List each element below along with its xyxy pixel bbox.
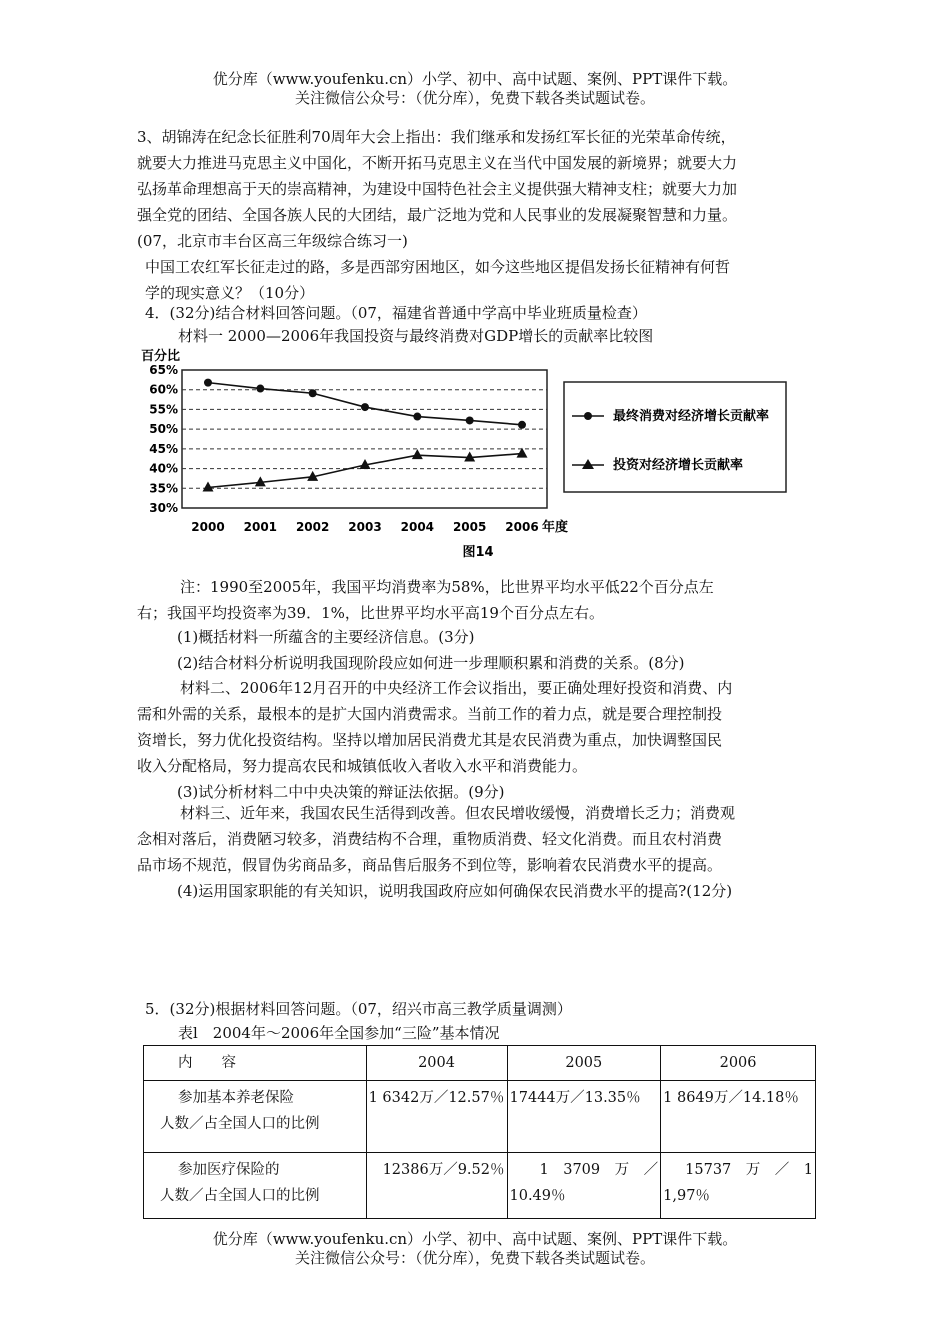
legend-circle-marker: [584, 412, 592, 420]
material-2-line: 需和外需的关系，最根本的是扩大国内消费需求。当前工作的着力点，就是要合理控制投: [137, 705, 723, 723]
sub-question-4: (4)运用国家职能的有关知识，说明我国政府应如何确保农民消费水平的提高?(12分): [177, 882, 733, 900]
material-1-caption: 材料一 2000—2006年我国投资与最终消费对GDP增长的贡献率比较图: [178, 327, 654, 345]
point-consumption: [413, 413, 421, 421]
plot-frame: [182, 370, 547, 508]
q4-title: 4．(32分)结合材料回答问题。（07，福建省普通中学高中毕业班质量检查）: [145, 304, 647, 322]
table-row-label: [144, 1153, 367, 1219]
x-tick-label: 2002: [295, 520, 330, 534]
question-3-text: [137, 124, 817, 254]
cell-line: 1 6342万／12.57％: [368, 1090, 505, 1106]
table-cell: [661, 1153, 816, 1219]
material-2-line: 材料二、2006年12月召开的中央经济工作会议指出，要正确处理好投资和消费、内: [180, 679, 733, 697]
y-tick-label: 55%: [149, 402, 178, 417]
contribution-chart: [138, 338, 788, 568]
footer-line-1: 优分库（www.youfenku.cn）小学、初中、高中试题、案例、PPT课件下载。: [212, 1230, 738, 1248]
y-tick-label: 40%: [149, 461, 178, 476]
question-3-prompt: [145, 254, 825, 306]
footer-line-2: 关注微信公众号：（优分库），免费下载各类试题试卷。: [294, 1249, 655, 1267]
q4-subquestions-1-2: [137, 624, 817, 676]
material-1-note: [137, 574, 817, 626]
label-line: 参加医疗保险的: [178, 1162, 280, 1178]
q3-prompt-line: 中国工农红军长征走过的路，多是西部穷困地区，如今这些地区提倡发扬长征精神有何哲: [145, 258, 731, 276]
table-cell: [366, 1081, 507, 1153]
point-consumption: [204, 379, 212, 387]
y-tick-label: 65%: [149, 363, 178, 377]
x-tick-label: 2000: [191, 520, 225, 534]
table-row: [144, 1081, 816, 1153]
x-tick-label: 2004: [400, 520, 435, 534]
label-line: 参加基本养老保险: [178, 1090, 294, 1106]
material-3: [137, 800, 817, 904]
x-tick-labels: [191, 520, 538, 534]
cell-line: 10.49％: [509, 1188, 566, 1204]
table-caption: 表l 2004年～2006年全国参加“三险”基本情况: [178, 1024, 500, 1042]
x-axis-label: 年度: [542, 520, 569, 535]
material-2-line: 资增长，努力优化投资结构。坚持以增加居民消费尤其是农民消费为重点，加快调整国民: [137, 731, 723, 749]
figure-label: 图14: [462, 545, 494, 560]
question-5-title: [145, 996, 825, 1022]
note-line: 注：1990至2005年，我国平均消费率为58%，比世界平均水平低22个百分点左: [180, 578, 714, 596]
y-tick-label: 60%: [149, 382, 178, 397]
point-consumption: [518, 421, 526, 429]
q3-source: (07，北京市丰台区高三年级综合练习一): [137, 232, 408, 250]
cell-line: 1 3709 万 ／: [539, 1162, 659, 1178]
insurance-table: [143, 1045, 816, 1219]
table-cell: [661, 1081, 816, 1153]
material-3-line: 材料三、近年来，我国农民生活得到改善。但农民增收缓慢，消费增长乏力；消费观: [180, 804, 736, 822]
point-investment: [412, 449, 423, 459]
y-tick-label: 35%: [149, 481, 178, 496]
table-cell: [507, 1153, 661, 1219]
line-chart: [138, 338, 788, 568]
table-cell: [507, 1081, 661, 1153]
sub-question-3: (3)试分析材料二中中央决策的辩证法依据。(9分): [177, 783, 505, 801]
y-tick-label: 50%: [149, 422, 178, 437]
q3-line: 3、胡锦涛在纪念长征胜利70周年大会上指出：我们继承和发扬红军长征的光荣革命传统，: [137, 128, 736, 146]
cell-line: 1,97％: [663, 1188, 710, 1204]
point-consumption: [466, 416, 474, 424]
material-3-line: 念相对落后，消费陋习较多，消费结构不合理，重物质消费、轻文化消费。而且农村消费: [137, 830, 723, 848]
x-tick-label: 2003: [348, 520, 382, 534]
legend-label-investment: 投资对经济增长贡献率: [613, 458, 744, 473]
note-line: 右；我国平均投资率为39．1%，比世界平均水平高19个百分点左右。: [137, 604, 604, 622]
y-tick-label: 30%: [149, 501, 178, 515]
cell-line: 17444万／13.35％: [509, 1090, 641, 1106]
series-group: [203, 379, 528, 492]
material-3-line: 品市场不规范，假冒伪劣商品多，商品售后服务不到位等，影响着农民消费水平的提高。: [137, 856, 723, 874]
table-row-label: [144, 1081, 367, 1153]
q3-prompt-line: 学的现实意义？（10分）: [145, 284, 315, 302]
series-line-investment: [208, 454, 522, 488]
table-header-cell: 2006: [661, 1046, 816, 1081]
table-header-cell: 2004: [366, 1046, 507, 1081]
point-consumption: [361, 403, 369, 411]
y-tick-label: 45%: [149, 441, 178, 456]
cell-line: 15737 万 ／ 1: [685, 1162, 813, 1178]
legend-box: [564, 382, 786, 492]
point-consumption: [309, 389, 317, 397]
y-tick-labels: [149, 363, 178, 515]
table-row: [144, 1153, 816, 1219]
header-line-1: 优分库（www.youfenku.cn）小学、初中、高中试题、案例、PPT课件下载。: [212, 70, 738, 88]
question-4-title: [145, 300, 825, 326]
table-cell: [366, 1153, 507, 1219]
q3-line: 强全党的团结、全国各族人民的大团结，最广泛地为党和人民事业的发展凝聚智慧和力量。: [137, 206, 738, 224]
table-header-cell: 2005: [507, 1046, 661, 1081]
legend-item-consumption: [572, 408, 769, 424]
table-header-row: [144, 1046, 816, 1081]
legend-triangle-marker: [582, 459, 594, 469]
table-header-cell: 内 容: [144, 1046, 367, 1081]
legend-item-investment: [572, 457, 743, 473]
header-line-2: 关注微信公众号：（优分库），免费下载各类试题试卷。: [294, 89, 655, 107]
y-axis-label: 百分比: [141, 349, 181, 364]
label-line: 人数／占全国人口的比例: [160, 1188, 320, 1204]
x-tick-label: 2001: [243, 520, 278, 534]
label-line: 人数／占全国人口的比例: [160, 1116, 320, 1132]
q5-title: 5．(32分)根据材料回答问题。（07，绍兴市高三教学质量调测）: [145, 1000, 572, 1018]
sub-question-1: (1)概括材料一所蕴含的主要经济信息。(3分): [177, 628, 475, 646]
x-tick-label: 2006: [505, 520, 539, 534]
point-consumption: [256, 385, 264, 393]
cell-line: 1 8649万／14.18％: [663, 1090, 799, 1106]
sub-question-2: (2)结合材料分析说明我国现阶段应如何进一步理顺积累和消费的关系。(8分): [177, 654, 685, 672]
q3-line: 就要大力推进马克思主义中国化，不断开拓马克思主义在当代中国发展的新境界；就要大力: [137, 154, 738, 172]
legend-label-consumption: 最终消费对经济增长贡献率: [613, 409, 770, 424]
material-2-line: 收入分配格局，努力提高农民和城镇低收入者收入水平和消费能力。: [137, 757, 588, 775]
x-tick-label: 2005: [452, 520, 487, 534]
cell-line: 12386万／9.52％: [382, 1162, 505, 1178]
material-2: [137, 675, 817, 805]
q3-line: 弘扬革命理想高于天的崇高精神，为建设中国特色社会主义提供强大精神支柱；就要大力加: [137, 180, 738, 198]
